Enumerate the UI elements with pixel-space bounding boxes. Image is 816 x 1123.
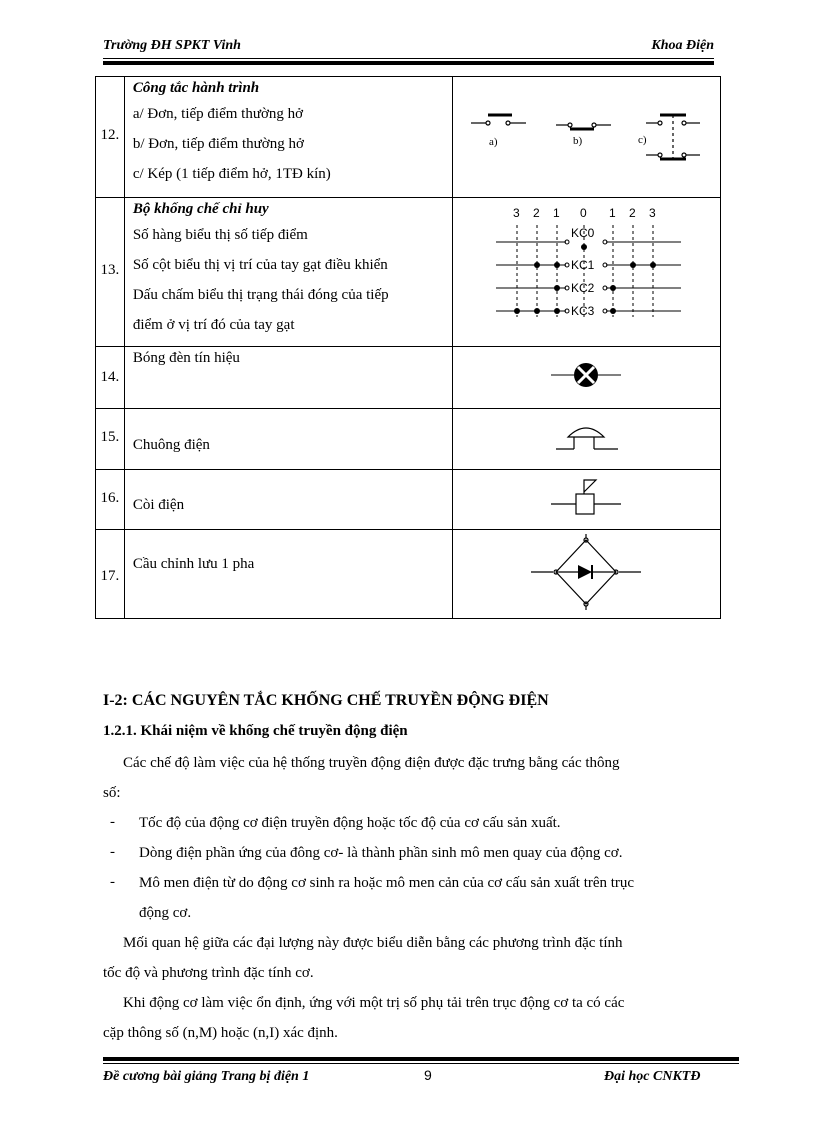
position-label: 0	[580, 205, 588, 220]
footer-rule-thin	[103, 1063, 739, 1064]
position-label: 3	[649, 205, 657, 220]
desc-line: Còi điện	[132, 497, 185, 513]
desc-line: Cầu chỉnh lưu 1 pha	[132, 556, 255, 572]
position-label: 1	[553, 205, 561, 220]
fig-label: b)	[573, 134, 583, 147]
header-faculty: Khoa Điện	[651, 38, 714, 53]
symbol-table	[95, 76, 721, 619]
bullet-item: Dòng điện phần ứng của đông cơ- là thành phần sinh mô men quay của động cơ.	[139, 845, 623, 861]
bell-symbol	[452, 409, 720, 470]
limit-switch-icon	[456, 85, 716, 185]
row-number	[96, 470, 125, 530]
footer-rule-thick	[103, 1057, 739, 1061]
row-number	[96, 530, 125, 619]
row-description	[124, 409, 452, 470]
position-label: 2	[629, 205, 637, 220]
paragraph: Mối quan hệ giữa các đại lượng này được biểu diễn bằng các phương trình đặc tính	[123, 935, 623, 951]
header-school: Trường ĐH SPKT Vinh	[103, 38, 241, 53]
row-number-text: 17.	[100, 568, 120, 584]
desc-line: b/ Đơn, tiếp điểm thường hở	[132, 136, 304, 152]
desc-line: c/ Kép (1 tiếp điểm hở, 1TĐ kín)	[132, 166, 331, 182]
bullet-mark: -	[110, 844, 115, 860]
row-description	[124, 530, 452, 619]
row-number-text: 14.	[100, 369, 120, 385]
header-rule-thick	[103, 61, 714, 65]
desc-line: Số hàng biểu thị số tiếp điểm	[132, 227, 308, 243]
table-row	[96, 530, 721, 619]
bullet-item-continued: động cơ.	[139, 905, 192, 921]
table-row	[96, 409, 721, 470]
desc-line: Dấu chấm biểu thị trạng thái đóng của tiếp	[132, 287, 389, 303]
rectifier-bridge-icon	[526, 532, 646, 612]
row-number-text: 15.	[100, 429, 120, 445]
bullet-item: Mô men điện từ do động cơ sinh ra hoặc mô men cản của cơ cấu sản xuất trên trục	[139, 875, 635, 891]
paragraph: Khi động cơ làm việc ổn định, ứng với một trị số phụ tải trên trục động cơ ta có các	[123, 995, 625, 1011]
rectifier-bridge-symbol	[452, 530, 720, 619]
desc-line: Chuông điện	[132, 437, 210, 453]
bullet-mark: -	[110, 814, 115, 830]
page-number: 9	[424, 1067, 432, 1083]
desc-line: a/ Đơn, tiếp điểm thường hở	[132, 106, 304, 122]
desc-line: Số cột biểu thị vị trí của tay gạt điều khiển	[132, 257, 388, 273]
contact-label: KC0	[571, 225, 595, 240]
row-description	[124, 198, 452, 347]
master-controller-icon	[456, 205, 716, 335]
contact-label: KC2	[571, 280, 595, 295]
row-description	[124, 77, 452, 198]
position-label: 3	[513, 205, 521, 220]
table-row	[96, 470, 721, 530]
header-rule-thin	[103, 58, 714, 59]
position-label: 1	[609, 205, 617, 220]
section-subtitle: 1.2.1. Khái niệm về khống chế truyền động điện	[103, 723, 408, 739]
table-row	[96, 198, 721, 347]
table-row	[96, 77, 721, 198]
row-title: Công tắc hành trình	[132, 80, 260, 96]
controller-symbol	[452, 198, 720, 347]
paragraph: Các chế độ làm việc của hệ thống truyền động điện được đặc trưng bằng các thông	[123, 755, 620, 771]
desc-line: Bóng đèn tín hiệu	[132, 350, 240, 366]
row-number	[96, 77, 125, 198]
signal-lamp-icon	[536, 355, 636, 395]
signal-lamp-symbol	[452, 347, 720, 409]
bullet-item: Tốc độ của động cơ điện truyền động hoặc tốc độ của cơ cấu sản xuất.	[139, 815, 561, 831]
paragraph: số:	[103, 785, 121, 801]
row-number	[96, 409, 125, 470]
row-number	[96, 198, 125, 347]
contact-label: KC3	[571, 303, 595, 318]
horn-symbol	[452, 470, 720, 530]
paragraph: tốc độ và phương trình đặc tính cơ.	[103, 965, 314, 981]
row-number-text: 16.	[100, 490, 120, 506]
footer-university: Đại học CNKTĐ	[604, 1069, 701, 1084]
row-number-text: 12.	[100, 127, 120, 143]
footer-course: Đề cương bài giảng Trang bị điện 1	[103, 1069, 310, 1084]
table-row	[96, 347, 721, 409]
row-title: Bộ khống chế chỉ huy	[132, 201, 269, 217]
page-header	[103, 38, 714, 56]
contact-label: KC1	[571, 257, 595, 272]
row-description	[124, 347, 452, 409]
bell-icon	[536, 417, 636, 457]
position-label: 2	[533, 205, 541, 220]
paragraph: cặp thông số (n,M) hoặc (n,I) xác định.	[103, 1025, 338, 1041]
section-title: I-2: CÁC NGUYÊN TẮC KHỐNG CHẾ TRUYỀN ĐỘNG ĐIỆN	[103, 692, 549, 709]
bullet-mark: -	[110, 874, 115, 890]
desc-line: điểm ở vị trí đó của tay gạt	[132, 317, 295, 333]
fig-label: c)	[638, 133, 647, 146]
row-description	[124, 470, 452, 530]
horn-icon	[536, 474, 636, 520]
limit-switch-symbol	[452, 77, 720, 198]
row-number-text: 13.	[100, 262, 120, 278]
row-number	[96, 347, 125, 409]
fig-label: a)	[489, 135, 498, 148]
